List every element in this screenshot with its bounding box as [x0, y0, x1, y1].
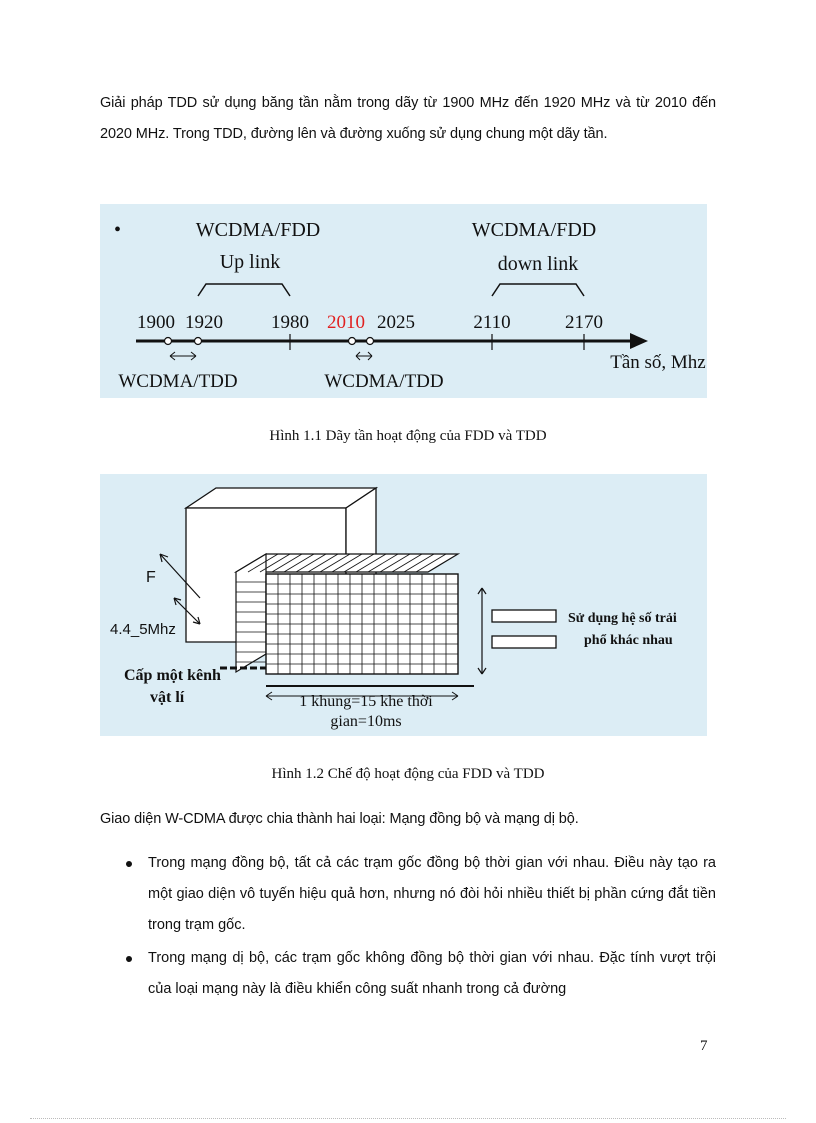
fdd-down-title: WCDMA/FDD: [471, 219, 597, 241]
intro-paragraph: Giải pháp TDD sử dụng băng tần nằm trong dãy từ 1900 MHz đến 1920 MHz và từ 2010 đến 2020 MHz. Trong TDD, đường lên và đường xuống sử dụng chung một dãy tần.: [100, 95, 716, 142]
marker-1920: [195, 338, 202, 345]
bullet-text: Trong mạng dị bộ, các trạm gốc không đồng bộ thời gian với nhau. Đặc tính vượt trội của loại mạng này là điều khiển công suất nhanh trong cả đường: [148, 950, 716, 997]
code-bar-1: [492, 610, 556, 622]
marker-2025: [367, 338, 374, 345]
spread-label-2: phổ khác nhau: [584, 633, 673, 648]
fdd-block-top: [186, 488, 376, 508]
figure-1-caption: Hình 1.1 Dãy tần hoạt động của FDD và TDD: [269, 428, 547, 444]
bullet-dot-icon: [126, 861, 132, 867]
footer-divider: [30, 1118, 786, 1119]
fdd-down-sub: down link: [497, 253, 579, 275]
channel-label-2: vật lí: [150, 689, 185, 706]
tdd-mid-label: WCDMA/TDD: [324, 371, 444, 392]
height-arrow: [478, 588, 486, 674]
axis-label: Tần số, Mhz: [610, 352, 706, 373]
figure-2-caption: Hình 1.2 Chế độ hoạt động của FDD và TDD: [271, 766, 545, 782]
tick-label-2010: 2010: [327, 312, 365, 333]
tick-label-2110: 2110: [473, 312, 511, 333]
list-item: [100, 943, 716, 1005]
tdd-left-label: WCDMA/TDD: [118, 371, 238, 392]
uplink-brace: [198, 284, 290, 296]
bullet-list: [100, 848, 716, 1007]
axis-arrowhead: [630, 333, 648, 349]
figure1-bullet: •: [114, 219, 122, 241]
fdd-up-sub: Up link: [219, 251, 281, 273]
downlink-brace: [492, 284, 584, 296]
frame-label-1: 1 khung=15 khe thời: [299, 693, 433, 710]
marker-1900: [165, 338, 172, 345]
list-item: [100, 848, 716, 941]
tdd-block-left: [236, 554, 266, 672]
channel-label-1: Cấp một kênh: [124, 667, 221, 684]
bandwidth-label: 4.4_5Mhz: [110, 621, 176, 638]
tdd-left-range-arrow: [170, 352, 196, 360]
tick-label-2170: 2170: [565, 312, 603, 333]
tick-label-2025: 2025: [377, 312, 415, 333]
bullet-text: Trong mạng đồng bộ, tất cả các trạm gốc đồng bộ thời gian với nhau. Điều này tạo ra một giao diện vô tuyến hiệu quả hơn, nhưng nó đòi hỏi nhiều thiết bị phần cứng đắt tiền trong trạm gốc.: [148, 855, 716, 933]
marker-2010: [349, 338, 356, 345]
bullet-dot-icon: [126, 956, 132, 962]
spread-label-1: Sử dụng hệ số trải: [568, 611, 677, 626]
tick-label-1900: 1900: [137, 312, 175, 333]
frame-label-2: gian=10ms: [330, 713, 402, 730]
fdd-up-title: WCDMA/FDD: [195, 219, 321, 241]
page-number: 7: [700, 1038, 708, 1054]
tdd-mid-range-arrow: [356, 352, 372, 360]
tick-label-1980: 1980: [271, 312, 309, 333]
interface-paragraph: Giao diện W-CDMA được chia thành hai loại: Mạng đồng bộ và mạng dị bộ.: [100, 811, 579, 827]
figure-2-fdd-tdd-mode: [100, 474, 707, 736]
code-bar-2: [492, 636, 556, 648]
f-label: F: [146, 569, 156, 586]
figure-1-frequency-bands: [100, 204, 707, 398]
tick-label-1920: 1920: [185, 312, 223, 333]
